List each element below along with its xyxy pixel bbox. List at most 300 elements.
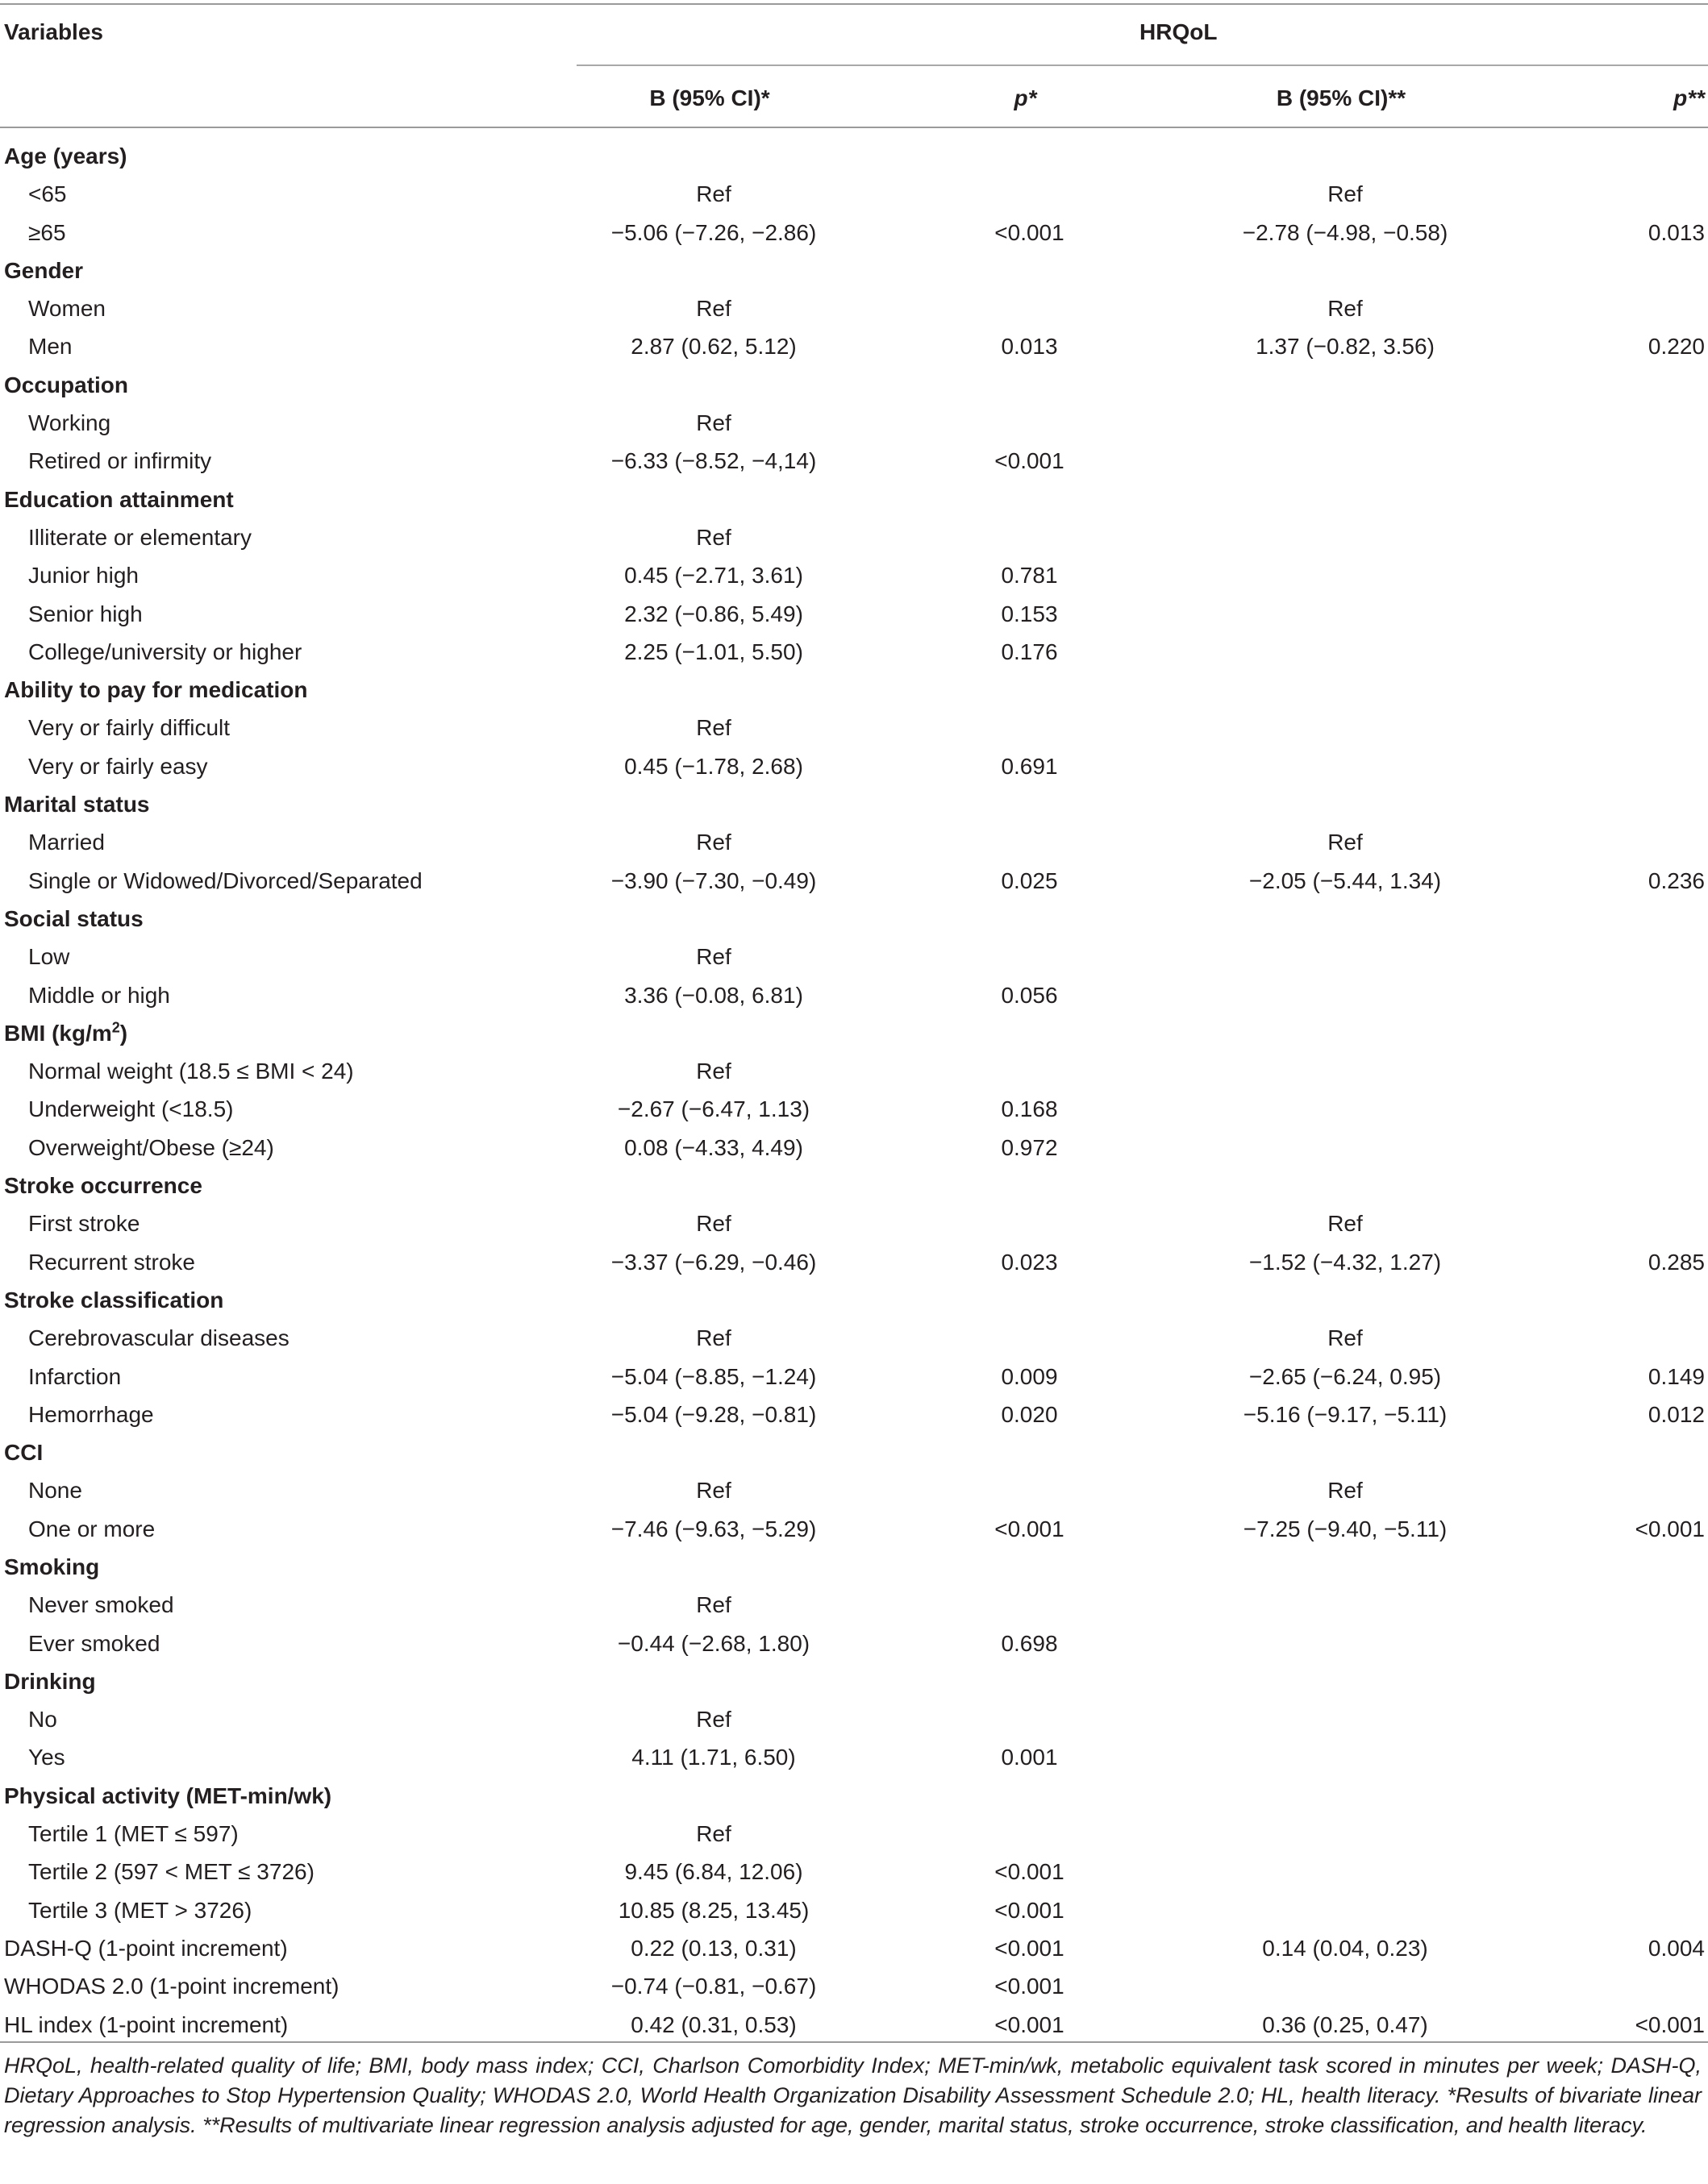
- p-value-1: [847, 175, 1212, 213]
- p-value-2: [1478, 1014, 1708, 1052]
- estimate-b1: Ref: [696, 1592, 731, 1618]
- p-value-1: [847, 823, 1212, 861]
- estimate-b2: [1212, 1853, 1478, 1891]
- table-row: [0, 289, 1708, 327]
- variable-label: Occupation: [4, 372, 129, 397]
- p-value-2: [1478, 900, 1708, 938]
- estimate-b1: Ref: [696, 524, 731, 550]
- estimate-b1: Ref: [696, 944, 731, 970]
- estimate-b1: 0.08 (−4.33, 4.49): [624, 1134, 803, 1160]
- variable-label: Tertile 3 (MET > 3726): [28, 1897, 252, 1923]
- p-value-1: 0.009: [1001, 1363, 1058, 1389]
- p-value-1: 0.781: [1001, 563, 1058, 589]
- header-rule: [0, 127, 1708, 128]
- estimate-b1: 0.42 (0.31, 0.53): [631, 2011, 797, 2037]
- table-row: [0, 137, 1708, 175]
- estimate-b2: [1212, 1967, 1478, 2005]
- table-row: [0, 1204, 1708, 1242]
- estimate-b1: 0.45 (−1.78, 2.68): [624, 753, 803, 779]
- variable-label: First stroke: [28, 1211, 140, 1237]
- estimate-b2: −2.65 (−6.24, 0.95): [1248, 1363, 1442, 1389]
- p-value-1: [847, 1471, 1212, 1509]
- estimate-b2: −2.78 (−4.98, −0.58): [1242, 219, 1448, 245]
- p-value-2: [1478, 1738, 1708, 1776]
- top-rule: [0, 3, 1708, 5]
- p-value-2: [1478, 1090, 1708, 1128]
- table-row: [0, 1167, 1708, 1204]
- estimate-b2: [1212, 1281, 1478, 1319]
- p-value-1: <0.001: [994, 1935, 1064, 1961]
- variable-label: Normal weight (18.5 ≤ BMI < 24): [28, 1059, 354, 1084]
- estimate-b2: [1212, 1738, 1478, 1776]
- estimate-b1: Ref: [696, 410, 731, 436]
- table-row: [0, 1510, 1708, 1548]
- p-value-1: <0.001: [994, 2011, 1064, 2037]
- table-row: [0, 1396, 1708, 1433]
- table-row: [0, 327, 1708, 365]
- table-row: [0, 595, 1708, 633]
- variable-label: Yes: [28, 1745, 65, 1770]
- estimate-b1: 2.32 (−0.86, 5.49): [624, 601, 803, 626]
- table-row: [0, 1700, 1708, 1738]
- variable-label: Never smoked: [28, 1592, 174, 1618]
- estimate-b1: −3.90 (−7.30, −0.49): [610, 867, 817, 893]
- p-value-2: 0.004: [1648, 1935, 1705, 1961]
- estimate-b2: [1212, 976, 1478, 1014]
- p-value-1: 0.153: [1001, 601, 1058, 626]
- p-value-1: [847, 404, 1212, 442]
- variable-label-text: BMI (kg/m: [4, 1020, 112, 1046]
- p-value-1: [847, 1319, 1212, 1357]
- variable-label: ≥65: [28, 219, 66, 245]
- table-row: [0, 1129, 1708, 1167]
- estimate-b2: [1212, 442, 1478, 480]
- variable-label: Retired or infirmity: [28, 448, 212, 474]
- table-row: [0, 1891, 1708, 1929]
- estimate-b1: [581, 252, 847, 289]
- estimate-b1: −5.04 (−8.85, −1.24): [610, 1363, 817, 1389]
- estimate-b1: Ref: [696, 830, 731, 855]
- table-row: [0, 366, 1708, 404]
- p-value-2: [1478, 709, 1708, 747]
- p-value-1: [847, 366, 1212, 404]
- estimate-b1: [581, 900, 847, 938]
- estimate-b1: [581, 1662, 847, 1700]
- estimate-b2: [1212, 1777, 1478, 1815]
- variable-label: Stroke occurrence: [4, 1173, 202, 1199]
- variable-label: One or more: [28, 1516, 156, 1541]
- estimate-b2: [1212, 1891, 1478, 1929]
- variable-label: Social status: [4, 905, 144, 931]
- p-value-2: [1478, 633, 1708, 671]
- p-value-1: 0.023: [1001, 1249, 1058, 1275]
- p-value-2: [1478, 595, 1708, 633]
- estimate-b2: 1.37 (−0.82, 3.56): [1256, 334, 1435, 360]
- estimate-b2: −1.52 (−4.32, 1.27): [1248, 1249, 1442, 1275]
- estimate-b2: [1212, 137, 1478, 175]
- variable-label: Very or fairly difficult: [28, 715, 231, 741]
- p-value-1: 0.168: [1001, 1096, 1058, 1122]
- p-value-2: [1478, 747, 1708, 785]
- estimate-b1: 0.22 (0.13, 0.31): [631, 1935, 797, 1961]
- table-row: [0, 862, 1708, 900]
- table-row: [0, 1319, 1708, 1357]
- p-value-1: [847, 709, 1212, 747]
- variable-label: Ability to pay for medication: [4, 677, 308, 703]
- variable-label: No: [28, 1707, 57, 1733]
- col-header-hrqol: HRQoL: [1139, 19, 1218, 44]
- p-value-1: [847, 137, 1212, 175]
- p-value-1: 0.020: [1001, 1401, 1058, 1427]
- estimate-b2: [1212, 938, 1478, 976]
- variable-label: Illiterate or elementary: [28, 524, 252, 550]
- estimate-b2: −7.25 (−9.40, −5.11): [1243, 1516, 1448, 1541]
- variable-label: Women: [28, 296, 106, 322]
- variable-label: Men: [28, 334, 73, 360]
- table-footnote: HRQoL, health-related quality of life; BMI, body mass index; CCI, Charlson Comorbidity Index; MET-min/wk, metabolic equivalent task scored in minutes per week; DASH-Q, Dietary Approaches to Stop Hypertension Quality; WHODAS 2.0, World Health Organization Disability Assessment Schedule 2.0; HL, health literacy. *Results of bivariate linear regression analysis. **Results of multivariate linear regression analysis adjusted for age, gender, marital status, stroke occurrence, stroke classification, and health literacy.: [4, 2053, 1702, 2137]
- estimate-b1: [581, 1281, 847, 1319]
- variable-label: Infarction: [28, 1363, 122, 1389]
- estimate-b1: Ref: [696, 181, 731, 207]
- variable-label: [0, 1014, 581, 1052]
- variable-label: Gender: [4, 257, 84, 283]
- p-value-1: <0.001: [994, 1516, 1064, 1541]
- p-value-2: [1478, 938, 1708, 976]
- variable-label: <65: [28, 181, 67, 207]
- estimate-b1: Ref: [696, 1707, 731, 1733]
- table-row: [0, 633, 1708, 671]
- estimate-b2: [1212, 366, 1478, 404]
- table-row: [0, 1738, 1708, 1776]
- estimate-b1: [581, 1548, 847, 1586]
- p-value-1: [847, 1586, 1212, 1624]
- variable-label: Working: [28, 410, 111, 436]
- variable-label: Very or fairly easy: [28, 753, 208, 779]
- estimate-b2: [1212, 518, 1478, 556]
- variable-label: CCI: [4, 1440, 44, 1466]
- variable-label-end: ): [119, 1020, 128, 1046]
- col-header-variables: Variables: [4, 19, 103, 44]
- estimate-b1: −5.04 (−9.28, −0.81): [610, 1401, 817, 1427]
- p-value-2: [1478, 289, 1708, 327]
- variable-label: Cerebrovascular diseases: [28, 1325, 290, 1351]
- table-row: [0, 214, 1708, 252]
- estimate-b1: [581, 1433, 847, 1471]
- estimate-b1: [581, 1777, 847, 1815]
- table-row: [0, 1471, 1708, 1509]
- variable-label: College/university or higher: [28, 639, 302, 664]
- estimate-b2: [1212, 1815, 1478, 1853]
- table-row: [0, 480, 1708, 518]
- estimate-b1: 3.36 (−0.08, 6.81): [624, 982, 803, 1008]
- variable-label: Middle or high: [28, 982, 170, 1008]
- estimate-b1: Ref: [696, 1478, 731, 1504]
- p-value-1: 0.698: [1001, 1630, 1058, 1656]
- estimate-b2: Ref: [1327, 830, 1363, 855]
- p-value-1: [847, 1052, 1212, 1090]
- p-value-1: [847, 289, 1212, 327]
- variable-label: Stroke classification: [4, 1287, 224, 1312]
- table-row: [0, 671, 1708, 709]
- estimate-b2: [1212, 1129, 1478, 1167]
- estimate-b1: −3.37 (−6.29, −0.46): [610, 1249, 817, 1275]
- estimate-b2: [1212, 633, 1478, 671]
- estimate-b1: [581, 366, 847, 404]
- variable-label: WHODAS 2.0 (1-point increment): [4, 1974, 340, 1999]
- table-row: [0, 1586, 1708, 1624]
- table-row: [0, 1853, 1708, 1891]
- estimate-b2: [1212, 1586, 1478, 1624]
- estimate-b2: [1212, 252, 1478, 289]
- estimate-b1: −0.44 (−2.68, 1.80): [617, 1630, 810, 1656]
- table-row: [0, 1548, 1708, 1586]
- table-row: [0, 709, 1708, 747]
- p-value-2: [1478, 823, 1708, 861]
- p-value-1: [847, 1204, 1212, 1242]
- p-value-1: [847, 1281, 1212, 1319]
- p-value-1: 0.691: [1001, 753, 1058, 779]
- estimate-b1: [581, 785, 847, 823]
- estimate-b2: −5.16 (−9.17, −5.11): [1243, 1401, 1448, 1427]
- estimate-b1: −5.06 (−7.26, −2.86): [610, 219, 817, 245]
- estimate-b2: [1212, 556, 1478, 594]
- variable-label: Single or Widowed/Divorced/Separated: [28, 867, 423, 893]
- p-value-2: [1478, 1967, 1708, 2005]
- col-header-b2: B (95% CI)**: [1276, 85, 1406, 110]
- p-value-2: [1478, 137, 1708, 175]
- variable-label: Recurrent stroke: [28, 1249, 195, 1275]
- estimate-b1: Ref: [696, 1211, 731, 1237]
- estimate-b2: [1212, 671, 1478, 709]
- p-value-2: [1478, 518, 1708, 556]
- table-row: [0, 747, 1708, 785]
- p-value-2: [1478, 1281, 1708, 1319]
- p-value-1: 0.013: [1001, 334, 1058, 360]
- p-value-2: [1478, 1624, 1708, 1662]
- variable-label: DASH-Q (1-point increment): [4, 1935, 288, 1961]
- estimate-b1: Ref: [696, 296, 731, 322]
- variable-label: Tertile 1 (MET ≤ 597): [28, 1821, 239, 1847]
- variable-label: Junior high: [28, 563, 139, 589]
- estimate-b2: Ref: [1327, 1325, 1363, 1351]
- p-value-2: [1478, 1052, 1708, 1090]
- estimate-b2: 0.36 (0.25, 0.47): [1262, 2011, 1428, 2037]
- estimate-b2: [1212, 404, 1478, 442]
- estimate-b1: −6.33 (−8.52, −4,14): [610, 448, 817, 474]
- p-value-2: [1478, 1167, 1708, 1204]
- estimate-b1: [581, 1167, 847, 1204]
- table-row: [0, 1014, 1708, 1052]
- variable-label: Underweight (<18.5): [28, 1096, 234, 1122]
- p-value-2: [1478, 1433, 1708, 1471]
- variable-label: Physical activity (MET-min/wk): [4, 1783, 332, 1808]
- p-value-2: [1478, 480, 1708, 518]
- estimate-b2: [1212, 1433, 1478, 1471]
- estimate-b1: [581, 480, 847, 518]
- p-value-2: <0.001: [1635, 1516, 1705, 1541]
- p-value-2: [1478, 252, 1708, 289]
- estimate-b1: Ref: [696, 1821, 731, 1847]
- data-table: [0, 137, 1708, 2044]
- p-value-1: <0.001: [994, 1859, 1064, 1885]
- estimate-b1: −7.46 (−9.63, −5.29): [610, 1516, 817, 1541]
- p-value-1: <0.001: [994, 1897, 1064, 1923]
- estimate-b1: Ref: [696, 1325, 731, 1351]
- table-row: [0, 518, 1708, 556]
- table-row: [0, 175, 1708, 213]
- estimate-b2: [1212, 595, 1478, 633]
- p-value-1: [847, 785, 1212, 823]
- p-value-1: [847, 1700, 1212, 1738]
- estimate-b1: 4.11 (1.71, 6.50): [631, 1745, 796, 1770]
- estimate-b1: 10.85 (8.25, 13.45): [618, 1897, 810, 1923]
- table-row: [0, 1090, 1708, 1128]
- p-value-2: [1478, 1700, 1708, 1738]
- p-value-2: [1478, 1777, 1708, 1815]
- estimate-b2: [1212, 785, 1478, 823]
- estimate-b2: Ref: [1327, 296, 1363, 322]
- estimate-b2: [1212, 1052, 1478, 1090]
- p-value-2: 0.285: [1648, 1249, 1705, 1275]
- variable-label: Overweight/Obese (≥24): [28, 1134, 274, 1160]
- bottom-rule: [0, 2041, 1708, 2043]
- p-value-2: [1478, 1853, 1708, 1891]
- table-row: [0, 1624, 1708, 1662]
- table-row: [0, 1662, 1708, 1700]
- variable-label: Marital status: [4, 792, 150, 817]
- col-header-b1: B (95% CI)*: [649, 85, 770, 110]
- p-value-2: [1478, 785, 1708, 823]
- estimate-b2: [1212, 1700, 1478, 1738]
- p-value-2: [1478, 1891, 1708, 1929]
- p-value-2: [1478, 175, 1708, 213]
- p-value-1: [847, 900, 1212, 938]
- table-row: [0, 1777, 1708, 1815]
- p-value-2: [1478, 556, 1708, 594]
- estimate-b2: −2.05 (−5.44, 1.34): [1248, 867, 1442, 893]
- estimate-b2: Ref: [1327, 1211, 1363, 1237]
- p-value-1: <0.001: [994, 1974, 1064, 1999]
- p-value-1: 0.056: [1001, 982, 1058, 1008]
- p-value-2: [1478, 1129, 1708, 1167]
- variable-label: Low: [28, 944, 70, 970]
- variable-label: Ever smoked: [28, 1630, 160, 1656]
- table-row: [0, 1358, 1708, 1396]
- p-value-2: [1478, 404, 1708, 442]
- estimate-b1: 2.87 (0.62, 5.12): [631, 334, 797, 360]
- variable-label: Married: [28, 830, 105, 855]
- p-value-2: 0.149: [1648, 1363, 1705, 1389]
- p-value-1: [847, 518, 1212, 556]
- estimate-b1: 2.25 (−1.01, 5.50): [624, 639, 803, 664]
- p-value-1: <0.001: [994, 448, 1064, 474]
- p-value-1: 0.025: [1001, 867, 1058, 893]
- p-value-1: 0.176: [1001, 639, 1058, 664]
- p-value-2: [1478, 671, 1708, 709]
- table-row: [0, 252, 1708, 289]
- p-value-1: [847, 1433, 1212, 1471]
- p-value-1: 0.972: [1001, 1134, 1058, 1160]
- col-header-p1: p*: [1014, 85, 1037, 110]
- table-body: [0, 137, 1708, 2044]
- estimate-b2: [1212, 1090, 1478, 1128]
- estimate-b2: [1212, 709, 1478, 747]
- table-row: [0, 976, 1708, 1014]
- table-row: [0, 1052, 1708, 1090]
- p-value-2: 0.220: [1648, 334, 1705, 360]
- table-row: [0, 556, 1708, 594]
- superscript: 2: [111, 1019, 120, 1036]
- estimate-b2: [1212, 1548, 1478, 1586]
- p-value-1: [847, 252, 1212, 289]
- variable-label: Hemorrhage: [28, 1401, 154, 1427]
- estimate-b1: [581, 137, 847, 175]
- p-value-2: [1478, 1204, 1708, 1242]
- estimate-b2: [1212, 1624, 1478, 1662]
- table-row: [0, 900, 1708, 938]
- estimate-b2: [1212, 1662, 1478, 1700]
- estimate-b1: Ref: [696, 1059, 731, 1084]
- table-row: [0, 823, 1708, 861]
- estimate-b1: −2.67 (−6.47, 1.13): [617, 1096, 810, 1122]
- p-value-1: [847, 1548, 1212, 1586]
- estimate-b2: [1212, 747, 1478, 785]
- table-row: [0, 1929, 1708, 1967]
- p-value-1: [847, 1777, 1212, 1815]
- p-value-1: [847, 671, 1212, 709]
- p-value-2: 0.013: [1648, 219, 1705, 245]
- table-row: [0, 938, 1708, 976]
- p-value-2: 0.012: [1648, 1401, 1705, 1427]
- estimate-b2: [1212, 900, 1478, 938]
- table-row: [0, 442, 1708, 480]
- p-value-1: [847, 1167, 1212, 1204]
- estimate-b2: Ref: [1327, 1478, 1363, 1504]
- variable-label: Education attainment: [4, 486, 234, 512]
- p-value-2: [1478, 1548, 1708, 1586]
- estimate-b2: [1212, 1167, 1478, 1204]
- variable-label: None: [28, 1478, 82, 1504]
- p-value-1: [847, 1662, 1212, 1700]
- estimate-b1: [581, 671, 847, 709]
- table-row: [0, 1433, 1708, 1471]
- estimate-b2: [1212, 480, 1478, 518]
- variable-label: Senior high: [28, 601, 143, 626]
- p-value-2: 0.236: [1648, 867, 1705, 893]
- estimate-b2: [1212, 1014, 1478, 1052]
- p-value-1: [847, 938, 1212, 976]
- estimate-b1: −0.74 (−0.81, −0.67): [610, 1974, 817, 1999]
- p-value-1: [847, 1014, 1212, 1052]
- p-value-1: [847, 480, 1212, 518]
- table-row: [0, 1815, 1708, 1853]
- table-row: [0, 1281, 1708, 1319]
- table-row: [0, 2006, 1708, 2044]
- estimate-b2: 0.14 (0.04, 0.23): [1262, 1935, 1428, 1961]
- variable-label: Age (years): [4, 144, 127, 168]
- p-value-2: [1478, 1815, 1708, 1853]
- p-value-1: [847, 1815, 1212, 1853]
- table-row: [0, 1243, 1708, 1281]
- p-value-2: [1478, 1471, 1708, 1509]
- p-value-2: [1478, 366, 1708, 404]
- p-value-1: 0.001: [1001, 1745, 1058, 1770]
- estimate-b1: [581, 1014, 847, 1052]
- estimate-b1: 0.45 (−2.71, 3.61): [624, 563, 803, 589]
- p-value-2: [1478, 976, 1708, 1014]
- table-row: [0, 1967, 1708, 2005]
- table-row: [0, 404, 1708, 442]
